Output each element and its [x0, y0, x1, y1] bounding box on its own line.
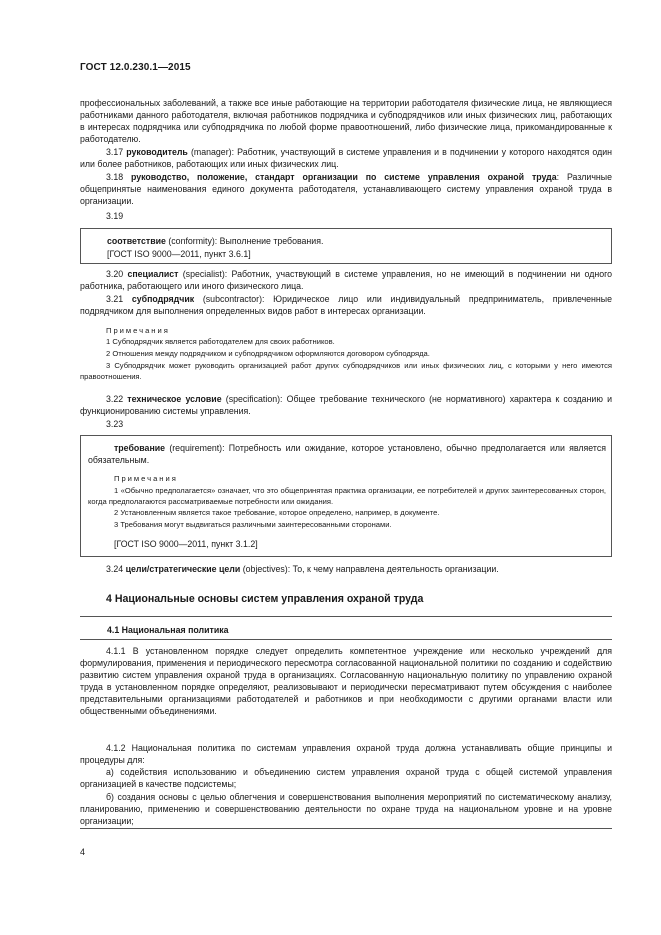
term-definition: : Различные общепринятые наименования единого документа работодателя, устанавливающего систему управления охраной труда в организации.	[80, 172, 612, 207]
notes-title: Примечания	[106, 326, 170, 335]
list-item-a: а) содействия использованию и объединению систем управления охраной труда с общей системой управления организацией в качестве подсистемы;	[80, 767, 612, 790]
term-definition: (specialist): Работник, участвующий в системе управления, но не имеющий в подчинении ни одного работника, работающего или иного физического лица.	[80, 269, 613, 292]
paragraph-4-1-1: 4.1.1 В установленном порядке следует определить компетентное учреждение или несколько учреждений для формулирования, применения и периодического пересмотра согласованной национальной политики по созданию и содействию развитию систем управления охраной труда в организациях. Согласованную национальную политику по управлению охраной труда в установленном порядке определяют, реализовывают и периодически пересматривают путем обсуждения с наиболее представительными организациями работодателей и работников и при необходимости с другими органами власти или общественными объединениями.	[80, 646, 612, 717]
term-reference: [ГОСТ ISO 9000—2011, пункт 3.1.2]	[114, 539, 258, 549]
document-header: ГОСТ 12.0.230.1—2015	[80, 62, 191, 73]
notes-title: Примечания	[114, 474, 178, 483]
note-item: 2 Отношения между подрядчиком и субподрядчиком оформляются договором субподряда.	[106, 349, 430, 358]
term-number-3-23: 3.23	[106, 419, 124, 429]
note-item: 1 «Обычно предполагается» означает, что это общепринятая практика организации, ее потребителей и других заинтересованных сторон, когда предполагаются рассматриваемые потребности или ожидания.	[88, 486, 606, 506]
term-definition: (requirement): Потребность или ожидание, которое установлено, обычно предполагается или является обязательным.	[88, 443, 606, 465]
term-3-17	[80, 146, 612, 170]
term-3-21	[80, 293, 612, 317]
term-reference: [ГОСТ ISO 9000—2011, пункт 3.6.1]	[107, 249, 251, 259]
term-number: 3.24	[106, 564, 124, 574]
term-3-18	[80, 171, 612, 207]
subsection-title: 4.1 Национальная политика	[107, 625, 229, 635]
term-box-3-23	[80, 435, 612, 557]
term-3-24	[80, 563, 612, 575]
term-name: цели/стратегические цели	[125, 564, 241, 574]
paragraph-4-1-2: 4.1.2 Национальная политика по системам управления охраной труда должна устанавливать общие принципы и процедуры для:	[80, 743, 612, 766]
term-name: техническое условие	[127, 394, 222, 404]
term-number: 3.17	[106, 147, 124, 157]
term-number: 3.20	[106, 269, 124, 279]
term-3-19	[107, 235, 597, 247]
term-name: руководитель	[126, 147, 188, 157]
term-3-22	[80, 393, 612, 417]
term-definition: (manager): Работник, участвующий в системе управления и в подчинении у которого находятся один или более работников, работающих или иных физических лиц.	[80, 147, 612, 170]
term-name: руководство, положение, стандарт организации по системе управления охраной труда	[131, 172, 557, 182]
term-definition: (conformity): Выполнение требования.	[165, 236, 324, 246]
page-number: 4	[80, 847, 86, 857]
term-number: 3.22	[106, 394, 124, 404]
note-item: 1 Субподрядчик является работодателем для своих работников.	[106, 337, 335, 346]
term-number: 3.21	[106, 294, 124, 304]
term-definition: (subcontractor): Юридическое лицо или индивидуальный предприниматель, привлеченные подрядчиком для выполнения определенных видов работ в интересах организации.	[80, 294, 612, 317]
term-name: соответствие	[107, 236, 166, 246]
term-3-20	[80, 268, 612, 292]
term-definition: (specification): Общее требование технического (не нормативного) характера к созданию и функционированию системы управления.	[80, 394, 613, 417]
term-definition: (objectives): То, к чему направлена деятельность организации.	[240, 564, 499, 574]
term-number: 3.18	[106, 172, 124, 182]
page-bottom-line	[80, 828, 612, 829]
term-name: субподрядчик	[131, 294, 195, 304]
section-divider	[80, 616, 612, 617]
section-divider	[80, 639, 612, 640]
term-name: специалист	[127, 269, 179, 279]
term-box-3-19	[80, 228, 612, 264]
term-name: требование	[114, 443, 166, 453]
note-item: 3 Субподрядчик может руководить организацией работ других субподрядчиков или иных физических лиц, с которыми у него имеются правоотношения.	[80, 361, 612, 381]
term-3-23	[88, 442, 606, 466]
note-item: 3 Требования могут выдвигаться различными заинтересованными сторонами.	[114, 520, 392, 529]
term-number-3-19: 3.19	[106, 211, 124, 221]
list-item-b: б) создания основы с целью облегчения и совершенствования выполнения мероприятий по систематическому анализу, планированию, применению и совершенствованию деятельности по охране труда на национальном уровне и на уровне организации;	[80, 792, 612, 827]
intro-paragraph: профессиональных заболеваний, а также все иные работающие на территории работодателя физические лица, не являющиеся работниками данного работодателя, включая работников подрядчика и субподрядчиков или иных физических лиц, работающих в интересах подрядчика или субподрядчика по любой форме правоотношений, либо физические лица, прикомандированные к работодателю.	[80, 98, 612, 145]
note-item: 2 Установленным является такое требование, которое определено, например, в документе.	[114, 508, 440, 517]
section-title: 4 Национальные основы систем управления охраной труда	[106, 593, 424, 605]
